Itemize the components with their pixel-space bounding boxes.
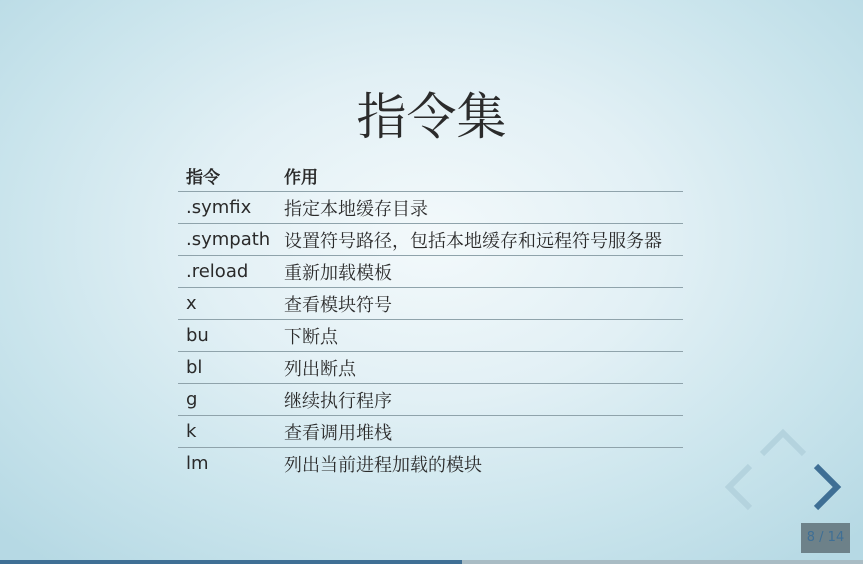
table-row [178,224,683,256]
column-header-purpose: 作用 [276,160,683,192]
table-header-row [178,160,683,192]
purpose-cell: 继续执行程序 [276,384,683,416]
chevron-left-icon [724,462,754,512]
command-cell: bl [178,352,276,384]
nav-next-button[interactable] [812,462,842,512]
command-cell: .symfix [178,192,276,224]
command-cell: x [178,288,276,320]
table-row [178,416,683,448]
table-row [178,352,683,384]
purpose-cell: 查看调用堆栈 [276,416,683,448]
command-cell: g [178,384,276,416]
purpose-cell: 下断点 [276,320,683,352]
command-cell: bu [178,320,276,352]
column-header-command: 指令 [178,160,276,192]
table-row [178,256,683,288]
command-cell: lm [186,453,209,474]
purpose-cell: 列出当前进程加载的模块 [284,454,482,476]
purpose-cell: 列出断点 [276,352,683,384]
table-row [178,320,683,352]
nav-prev-button[interactable] [724,462,754,512]
chevron-up-icon [758,428,808,458]
table-row [178,384,683,416]
command-cell: .reload [178,256,276,288]
slide-title: 指令集 [356,88,507,146]
command-cell: .sympath [178,224,276,256]
purpose-cell: 设置符号路径，包括本地缓存和远程符号服务器 [276,224,683,256]
command-cell: k [178,416,276,448]
command-table [178,160,683,479]
progress-fill [0,560,462,564]
purpose-cell: 指定本地缓存目录 [276,192,683,224]
table-row [178,448,683,480]
table-row [178,288,683,320]
progress-bar[interactable] [0,560,863,564]
purpose-cell: 重新加载模板 [276,256,683,288]
nav-up-button[interactable] [758,428,808,458]
purpose-cell: 查看模块符号 [276,288,683,320]
chevron-right-icon [812,462,842,512]
slide-counter: 8 / 14 [801,523,850,553]
table-row [178,192,683,224]
